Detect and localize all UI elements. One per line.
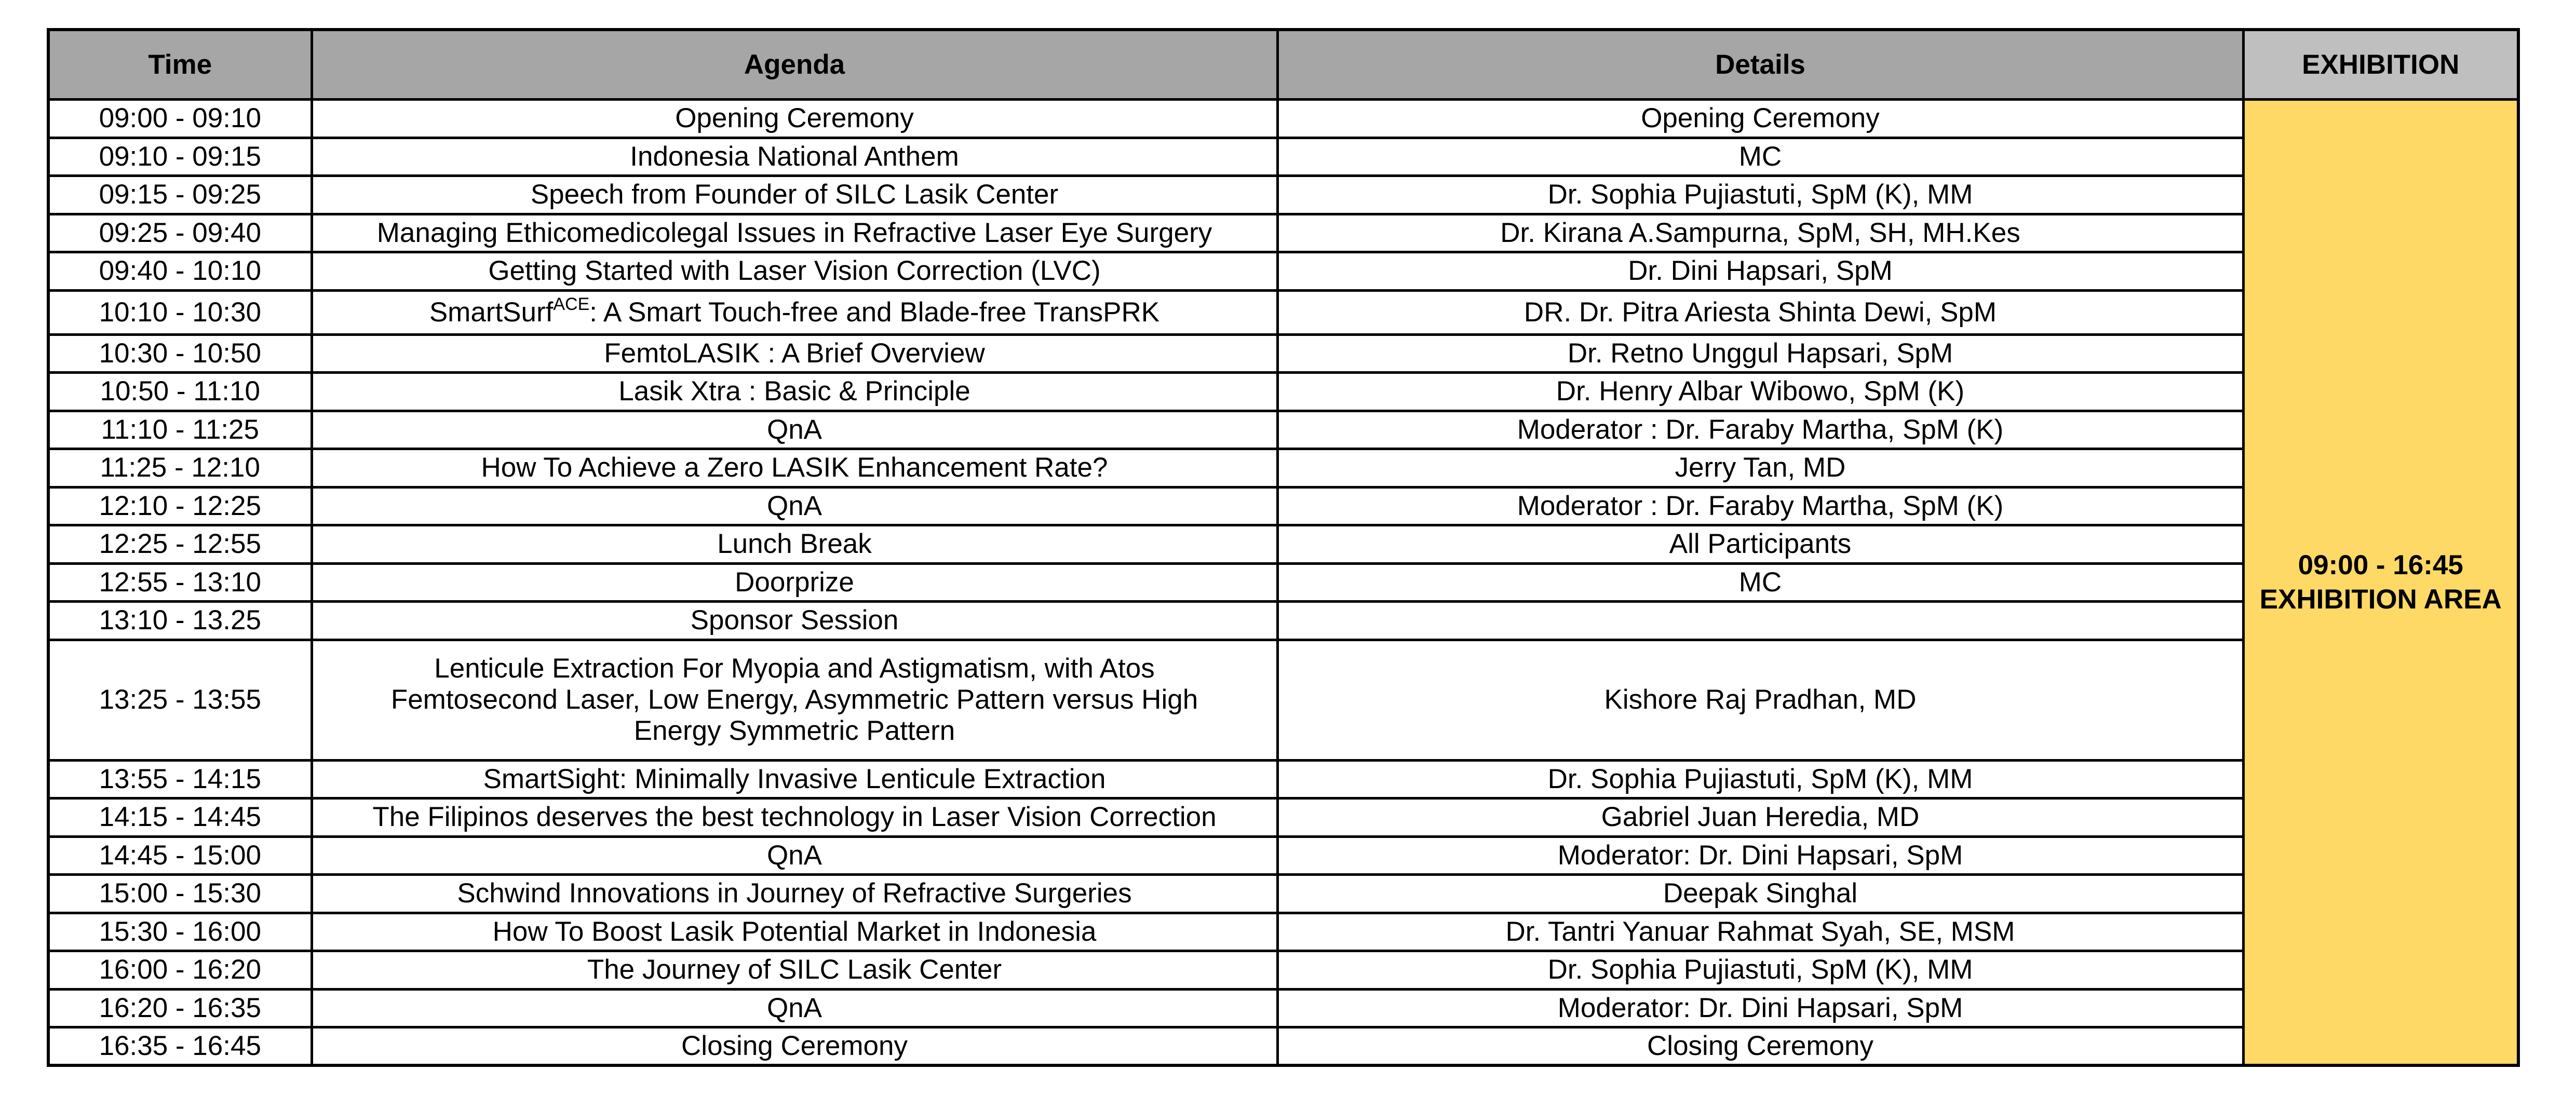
agenda-cell [312,290,1277,334]
agenda-cell [312,640,1277,760]
table-row [48,989,2518,1027]
header-details: Details [1277,30,2243,100]
agenda-rest: : A Smart Touch-free and Blade-free TransPRK [589,296,1160,328]
details-cell: Dr. Tantri Yanuar Rahmat Syah, SE, MSM [1277,913,2243,951]
time-cell: 13:55 - 14:15 [48,760,312,798]
time-cell: 11:25 - 12:10 [48,449,312,488]
agenda-main: SmartSurf [429,296,554,328]
details-cell: Kishore Raj Pradhan, MD [1277,640,2243,760]
table-row [48,760,2518,798]
details-cell: Dr. Kirana A.Sampurna, SpM, SH, MH.Kes [1277,214,2243,252]
table-row [48,487,2518,525]
exhibition-area: EXHIBITION AREA [2259,584,2502,615]
time-cell: 16:35 - 16:45 [48,1027,312,1066]
table-row [48,138,2518,176]
details-cell: Moderator: Dr. Dini Hapsari, SpM [1277,836,2243,875]
time-cell: 10:10 - 10:30 [48,290,312,334]
agenda-cell: The Journey of SILC Lasik Center [312,951,1277,990]
table-row [48,373,2518,411]
agenda-cell: How To Boost Lasik Potential Market in Indonesia [312,913,1277,951]
table-row [48,214,2518,252]
time-cell: 12:25 - 12:55 [48,525,312,564]
time-cell: 09:25 - 09:40 [48,214,312,252]
table-row [48,525,2518,564]
time-cell: 13:10 - 13.25 [48,602,312,640]
table-row [48,1027,2518,1066]
time-cell: 11:10 - 11:25 [48,411,312,449]
agenda-cell: Indonesia National Anthem [312,138,1277,176]
table-row [48,875,2518,913]
time-cell: 16:00 - 16:20 [48,951,312,990]
agenda-cell: FemtoLASIK : A Brief Overview [312,334,1277,373]
details-cell: MC [1277,138,2243,176]
agenda-cell: SmartSight: Minimally Invasive Lenticule Extraction [312,760,1277,798]
details-cell: MC [1277,563,2243,602]
agenda-line: Lenticule Extraction For Myopia and Astigmatism, with Atos [434,653,1155,684]
table-row [48,798,2518,837]
time-cell: 09:15 - 09:25 [48,176,312,214]
table-row [48,100,2518,138]
details-cell: Dr. Sophia Pujiastuti, SpM (K), MM [1277,176,2243,214]
header-row [48,30,2518,100]
table-row [48,411,2518,449]
time-cell: 12:10 - 12:25 [48,487,312,525]
exhibition-cell [2243,100,2518,1066]
agenda-cell: Doorprize [312,563,1277,602]
agenda-cell: Closing Ceremony [312,1027,1277,1066]
agenda-line: Femtosecond Laser, Low Energy, Asymmetric Pattern versus High [390,684,1198,715]
table-row [48,640,2518,760]
details-cell: Dr. Henry Albar Wibowo, SpM (K) [1277,373,2243,411]
agenda-cell: Getting Started with Laser Vision Correction (LVC) [312,252,1277,291]
details-cell: Jerry Tan, MD [1277,449,2243,488]
agenda-superscript: ACE [553,294,590,314]
agenda-cell: Lasik Xtra : Basic & Principle [312,373,1277,411]
details-cell: Dr. Retno Unggul Hapsari, SpM [1277,334,2243,373]
time-cell: 14:45 - 15:00 [48,836,312,875]
table-row [48,913,2518,951]
agenda-cell: Speech from Founder of SILC Lasik Center [312,176,1277,214]
details-cell: Gabriel Juan Heredia, MD [1277,798,2243,837]
details-cell: DR. Dr. Pitra Ariesta Shinta Dewi, SpM [1277,290,2243,334]
table-row [48,602,2518,640]
agenda-cell: Lunch Break [312,525,1277,564]
agenda-cell: QnA [312,836,1277,875]
time-cell: 16:20 - 16:35 [48,989,312,1027]
agenda-cell: QnA [312,989,1277,1027]
details-cell: Moderator : Dr. Faraby Martha, SpM (K) [1277,487,2243,525]
table-row [48,449,2518,488]
agenda-cell: Sponsor Session [312,602,1277,640]
header-exhibition: EXHIBITION [2243,30,2518,100]
header-time: Time [48,30,312,100]
agenda-cell: Managing Ethicomedicolegal Issues in Refractive Laser Eye Surgery [312,214,1277,252]
header-agenda: Agenda [312,30,1277,100]
agenda-line: Energy Symmetric Pattern [633,715,955,746]
time-cell: 10:50 - 11:10 [48,373,312,411]
agenda-cell: Schwind Innovations in Journey of Refractive Surgeries [312,875,1277,913]
time-cell: 15:30 - 16:00 [48,913,312,951]
table-row [48,836,2518,875]
table-row [48,290,2518,334]
details-cell: All Participants [1277,525,2243,564]
details-cell: Deepak Singhal [1277,875,2243,913]
agenda-cell: QnA [312,487,1277,525]
details-cell: Opening Ceremony [1277,100,2243,138]
agenda-cell: QnA [312,411,1277,449]
details-cell: Dr. Sophia Pujiastuti, SpM (K), MM [1277,760,2243,798]
details-cell: Moderator: Dr. Dini Hapsari, SpM [1277,989,2243,1027]
time-cell: 12:55 - 13:10 [48,563,312,602]
details-cell: Dr. Sophia Pujiastuti, SpM (K), MM [1277,951,2243,990]
agenda-cell: Opening Ceremony [312,100,1277,138]
time-cell: 15:00 - 15:30 [48,875,312,913]
table-row [48,252,2518,291]
details-cell: Moderator : Dr. Faraby Martha, SpM (K) [1277,411,2243,449]
details-cell [1277,602,2243,640]
time-cell: 13:25 - 13:55 [48,640,312,760]
time-cell: 10:30 - 10:50 [48,334,312,373]
schedule-table [47,28,2520,1067]
table-row [48,951,2518,990]
exhibition-time: 09:00 - 16:45 [2298,549,2463,580]
details-cell: Closing Ceremony [1277,1027,2243,1066]
time-cell: 09:10 - 09:15 [48,138,312,176]
table-row [48,176,2518,214]
agenda-cell: How To Achieve a Zero LASIK Enhancement Rate? [312,449,1277,488]
time-cell: 09:40 - 10:10 [48,252,312,291]
time-cell: 14:15 - 14:45 [48,798,312,837]
table-row [48,334,2518,373]
time-cell: 09:00 - 09:10 [48,100,312,138]
details-cell: Dr. Dini Hapsari, SpM [1277,252,2243,291]
table-row [48,563,2518,602]
agenda-cell: The Filipinos deserves the best technology in Laser Vision Correction [312,798,1277,837]
